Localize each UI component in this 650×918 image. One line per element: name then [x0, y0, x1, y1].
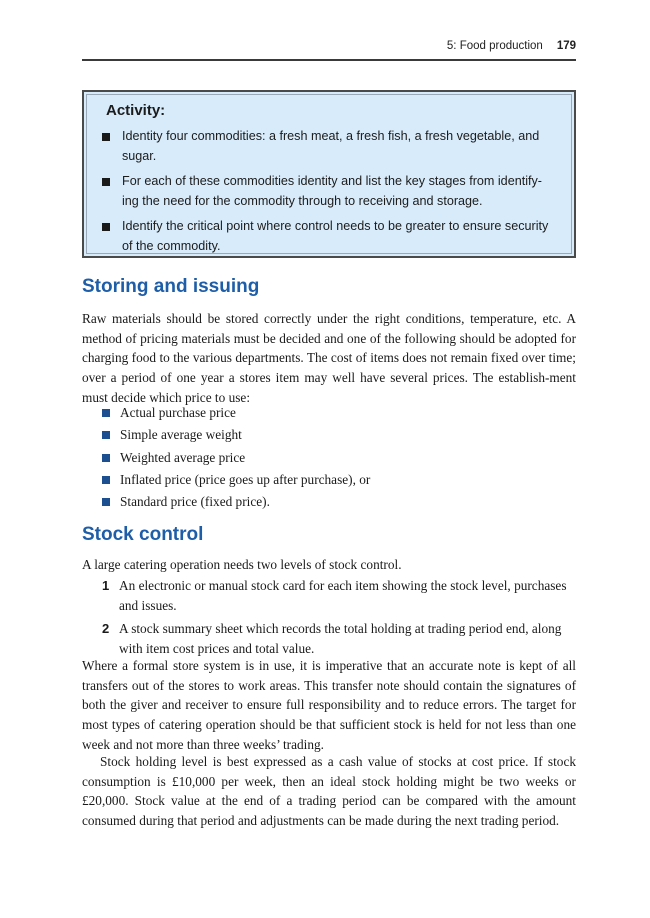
square-bullet-icon [102, 409, 110, 417]
stock-intro: A large catering operation needs two levels of stock control. [82, 557, 402, 572]
pricing-method-text: Simple average weight [120, 427, 242, 443]
pricing-method-item [102, 402, 576, 424]
stock-level-item [82, 576, 576, 615]
storing-paragraph: Raw materials should be stored correctly under the right conditions, temperature, etc. A method of pricing materials must be decided and one of the following should be adopted for charging food to the various departments. The cost of items does not remain fixed over time; over a period of one year a stores item may well have several prices. The establish-ment must decide which price to use: [82, 311, 576, 405]
stock-level-item [82, 619, 576, 658]
storing-heading: Storing and issuing [82, 276, 260, 297]
stock-levels-list [82, 576, 576, 663]
pricing-method-item [102, 447, 576, 469]
square-bullet-icon [102, 431, 110, 439]
page-number: 179 [556, 40, 576, 52]
stock-control-heading: Stock control [82, 524, 204, 545]
stock-level-text: A stock summary sheet which records the total holding at trading period end, along with item cost prices and total value. [119, 621, 562, 657]
header-rule [82, 59, 576, 61]
square-bullet-icon [102, 498, 110, 506]
square-bullet-icon [102, 454, 110, 462]
running-header [82, 40, 576, 60]
pricing-method-text: Inflated price (price goes up after purchase), or [120, 471, 371, 487]
activity-title: Activity: [106, 102, 166, 119]
pricing-method-item [102, 424, 576, 446]
pricing-method-text: Weighted average price [120, 449, 246, 465]
activity-item [102, 217, 556, 256]
square-bullet-icon [102, 133, 110, 141]
stock-paragraph-2: Stock holding level is best expressed as a cash value of stocks at cost price. If stock consumption is £10,000 per week, then an ideal stock holding might be two weeks or £20,000. Stock value at the end of a trading period can be compared with the amount consumed during that period and adjustments can be made during the next trading period. [82, 754, 576, 829]
activity-item-text: For each of these commodities identity and list the key stages from identify-ing the need for the commodity through to receiving and storage. [122, 174, 542, 208]
pricing-methods-list [102, 402, 576, 513]
activity-box [82, 90, 576, 258]
item-number: 2 [102, 621, 110, 637]
stock-level-text: An electronic or manual stock card for each item showing the stock level, purchases and issues. [119, 578, 567, 613]
pricing-method-item [102, 491, 576, 513]
activity-item-text: Identity four commodities: a fresh meat, a fresh fish, a fresh vegetable, and sugar. [122, 129, 540, 163]
pricing-method-text: Actual purchase price [120, 405, 236, 420]
chapter-title: 5: Food production [446, 40, 543, 52]
activity-item-text: Identify the critical point where control needs to be greater to ensure security of the commodity. [122, 219, 549, 253]
pricing-method-text: Standard price (fixed price). [120, 494, 270, 510]
activity-item [102, 172, 556, 211]
square-bullet-icon [102, 178, 110, 186]
square-bullet-icon [102, 476, 110, 484]
activity-list [102, 127, 556, 256]
square-bullet-icon [102, 223, 110, 231]
activity-item [102, 127, 556, 166]
stock-paragraph-1: Where a formal store system is in use, it is imperative that an accurate note is kept of all transfers out of the stores to work areas. This transfer note should contain the signatures of both the giver and receiver to ensure full responsibility and to reduce errors. The target for most types of catering operation should be that sufficient stock is held for not less than one week and not more than three weeks’ trading. [82, 658, 576, 752]
pricing-method-item [102, 469, 576, 491]
item-number: 1 [102, 578, 110, 593]
